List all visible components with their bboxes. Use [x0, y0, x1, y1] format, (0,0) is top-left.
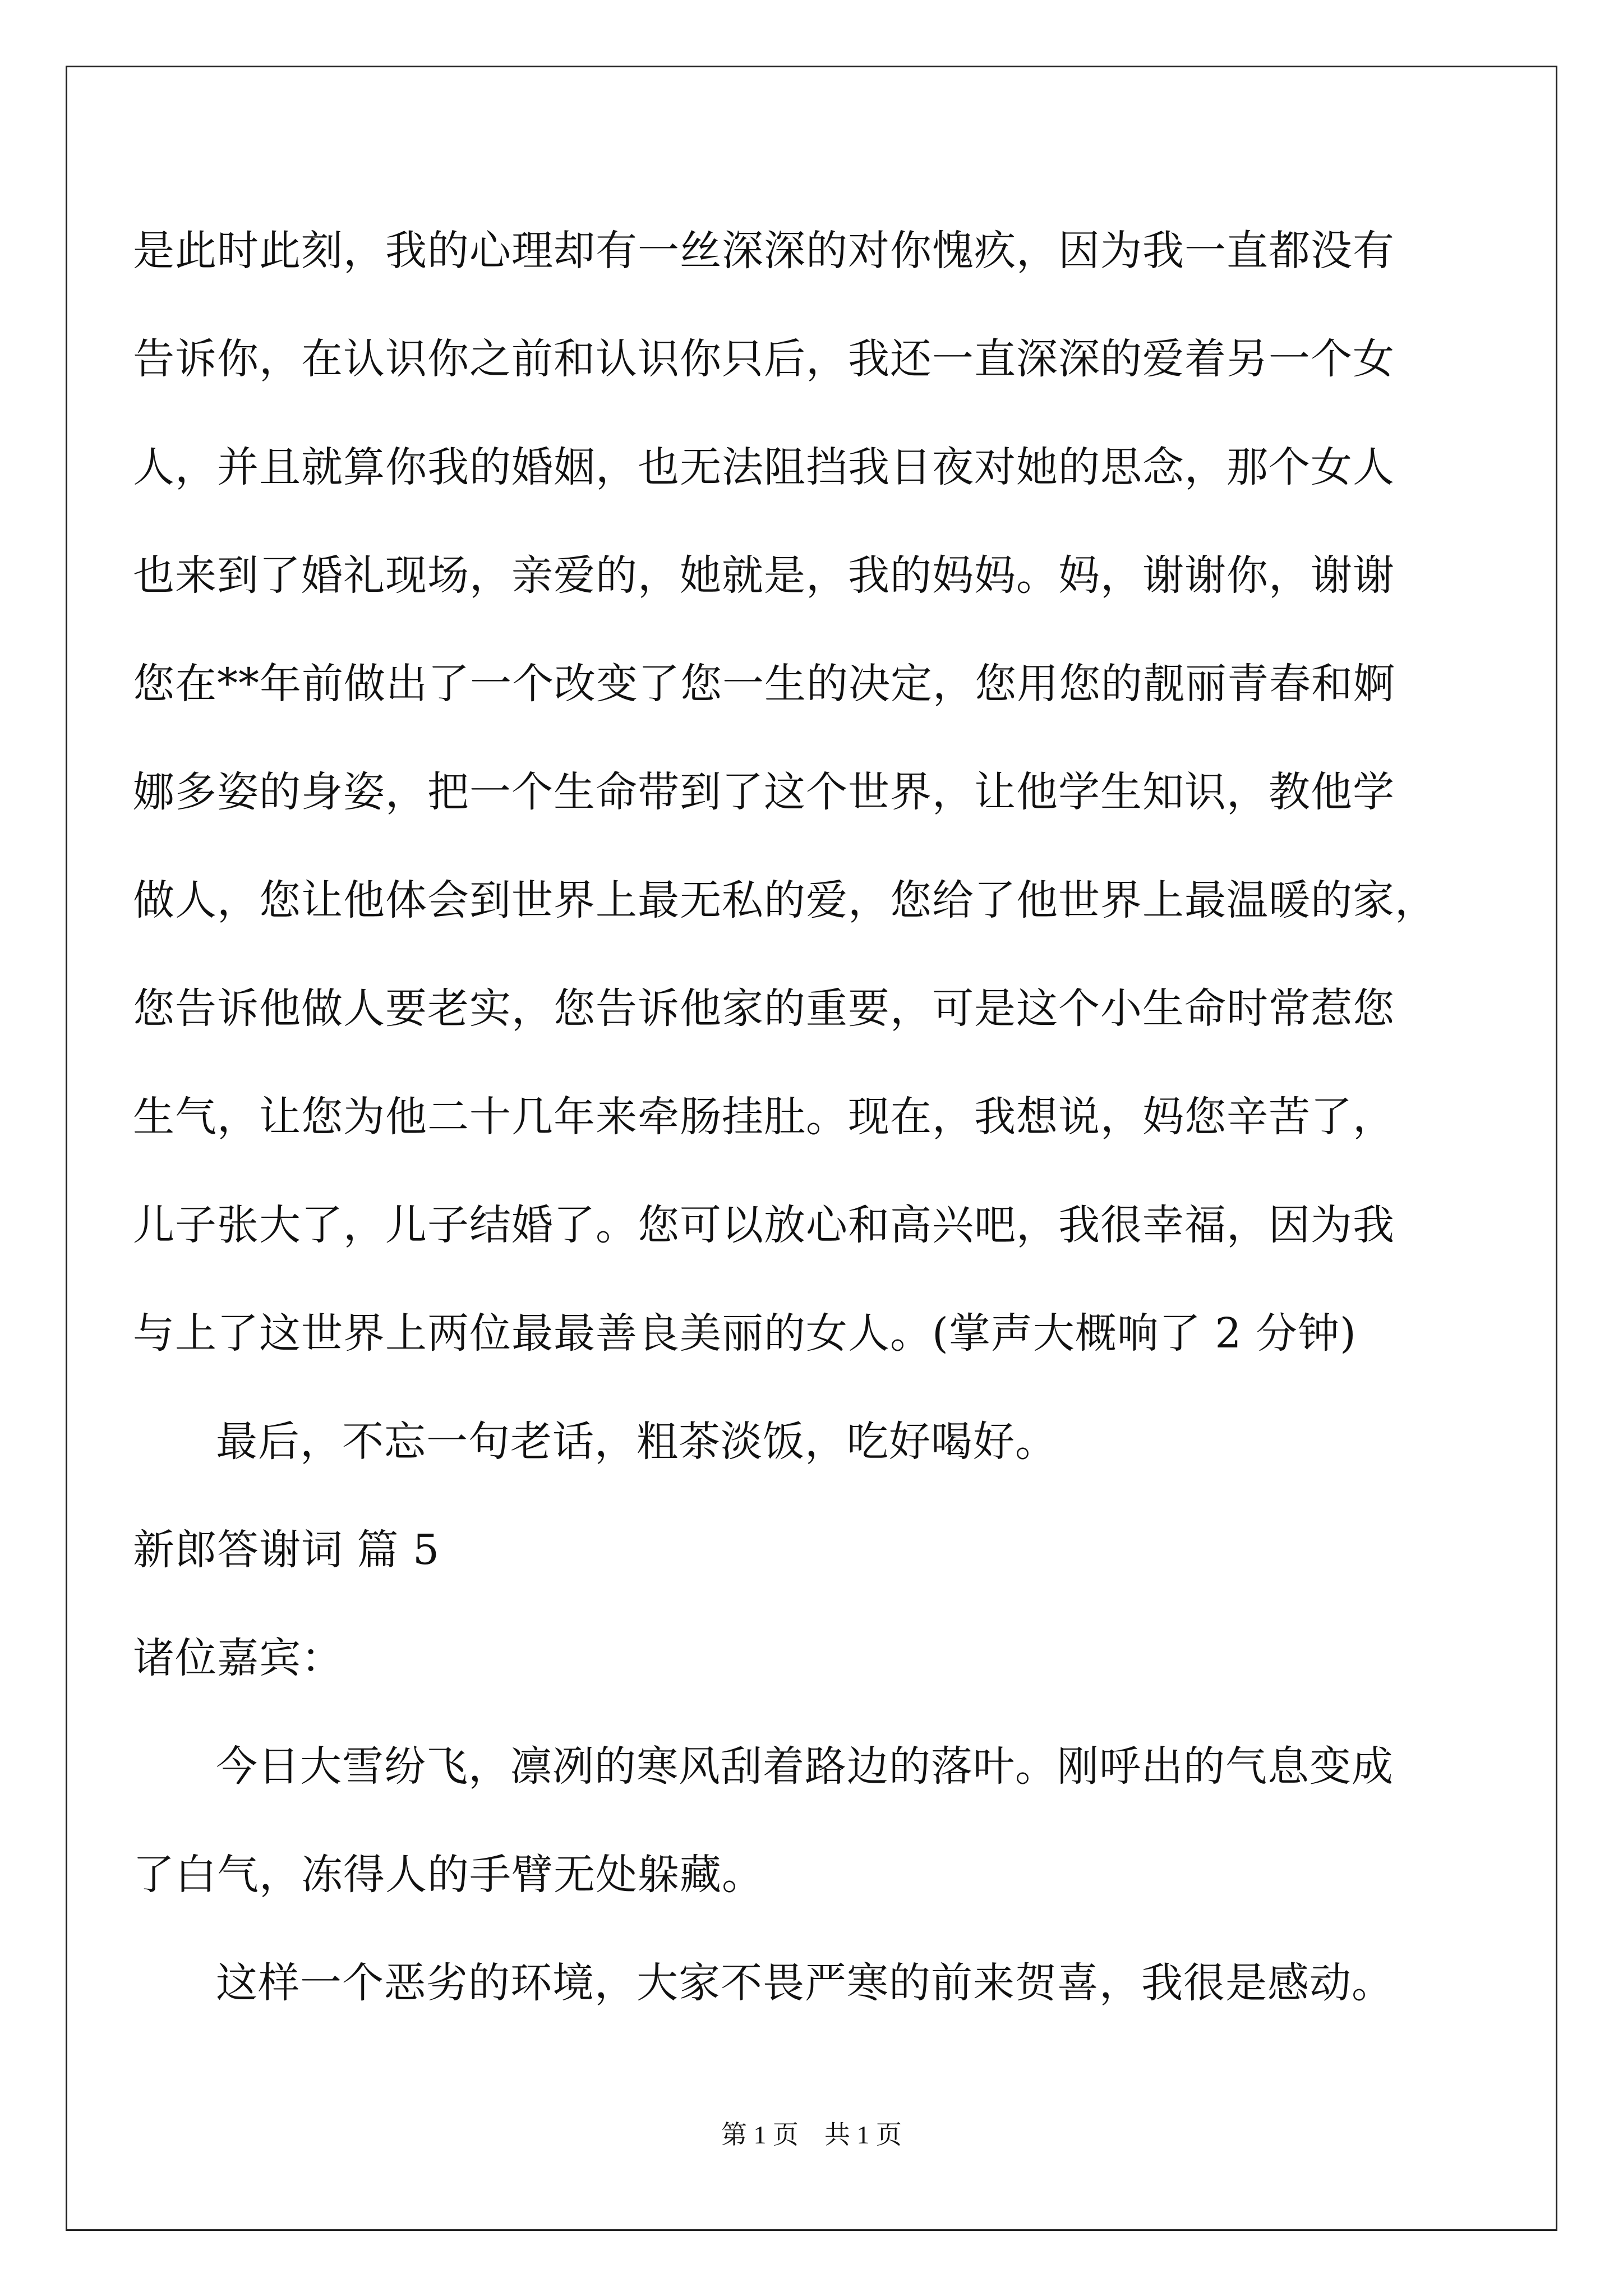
page-footer: 第 1 页 共 1 页 [721, 2120, 902, 2149]
text-line: 生气，让您为他二十几年来牵肠挂肚。现在，我想说，妈您辛苦了， [133, 1093, 1395, 1141]
text-line: 也来到了婚礼现场，亲爱的，她就是，我的妈妈。妈，谢谢你，谢谢 [133, 551, 1395, 600]
text-line: 最后，不忘一句老话，粗茶淡饭，吃好喝好。 [216, 1418, 1057, 1466]
text-line: 娜多姿的身姿，把一个生命带到了这个世界，让他学生知识，教他学 [133, 768, 1395, 816]
salutation: 诸位嘉宾： [133, 1634, 343, 1682]
text-line: 做人，您让他体会到世界上最无私的爱，您给了他世界上最温暖的家， [133, 876, 1437, 924]
text-line: 您告诉他做人要老实，您告诉他家的重要，可是这个小生命时常惹您 [133, 984, 1395, 1033]
text-line: 告诉你，在认识你之前和认识你只后，我还一直深深的爱着另一个女 [133, 335, 1395, 383]
text-line: 了白气，冻得人的手臂无处躲藏。 [133, 1851, 764, 1899]
text-line: 与上了这世界上两位最最善良美丽的女人。(掌声大概响了 2 分钟) [133, 1309, 1357, 1358]
text-line: 这样一个恶劣的环境，大家不畏严寒的前来贺喜，我很是感动。 [216, 1959, 1394, 2007]
page-border [66, 66, 1557, 2231]
text-line: 今日大雪纷飞，凛冽的寒风刮着路边的落叶。刚呼出的气息变成 [216, 1742, 1394, 1791]
section-heading: 新郎答谢词 篇 5 [133, 1526, 440, 1574]
text-line: 是此时此刻，我的心理却有一丝深深的对你愧疚，因为我一直都没有 [133, 227, 1395, 275]
text-line: 人，并且就算你我的婚姻，也无法阻挡我日夜对她的思念，那个女人 [133, 443, 1395, 491]
text-line: 您在**年前做出了一个改变了您一生的决定，您用您的靓丽青春和婀 [133, 660, 1395, 708]
text-line: 儿子张大了，儿子结婚了。您可以放心和高兴吧，我很幸福，因为我 [133, 1201, 1395, 1249]
